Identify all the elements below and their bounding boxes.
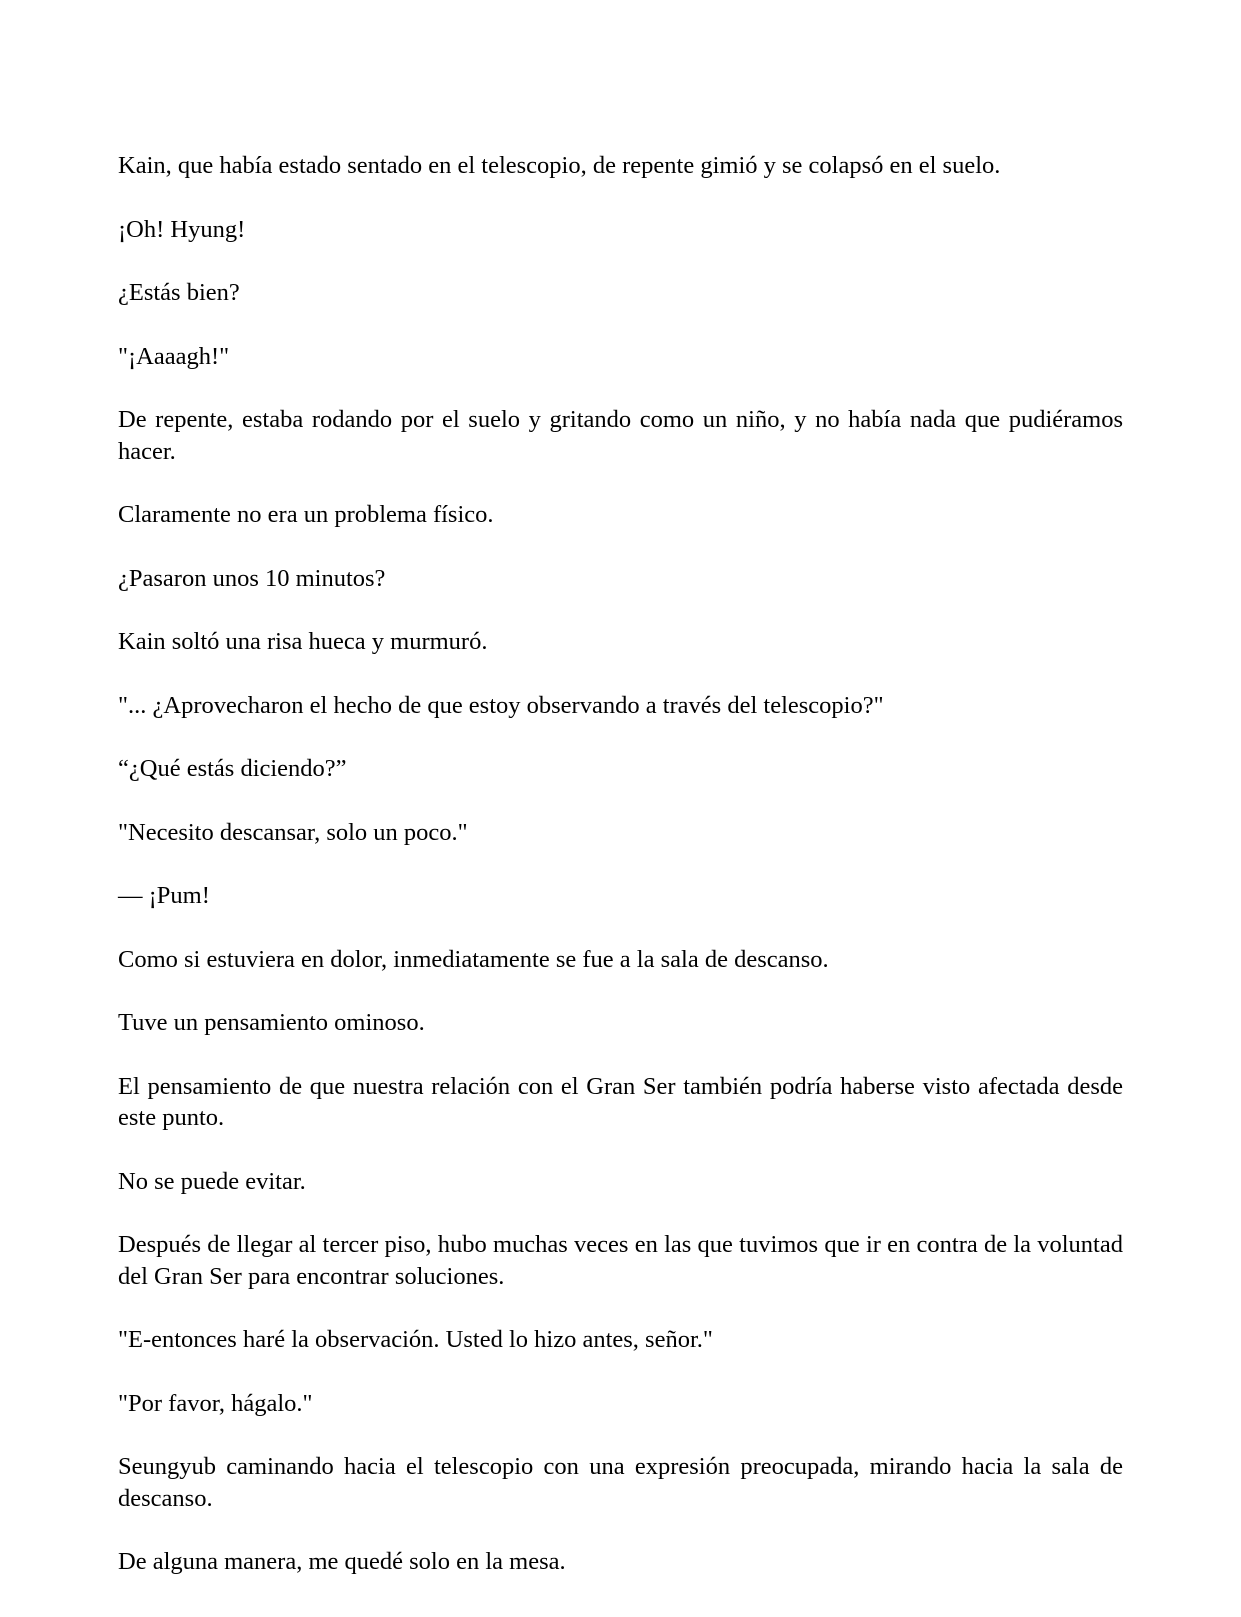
paragraph-2: ¡Oh! Hyung! — [118, 215, 246, 243]
paragraph-17: Después de llegar al tercer piso, hubo muchas veces en las que tuvimos que ir en contra de la voluntad del Gran Ser para encontrar soluciones. — [118, 1231, 1123, 1290]
paragraph-7: ¿Pasaron unos 10 minutos? — [118, 564, 386, 592]
paragraph-19: "Por favor, hágalo." — [118, 1389, 313, 1417]
paragraph-20: Seungyub caminando hacia el telescopio con una expresión preocupada, mirando hacia la sala de descanso. — [118, 1453, 1123, 1512]
paragraph-21: De alguna manera, me quedé solo en la mesa. — [118, 1548, 566, 1575]
paragraph-3: ¿Estás bien? — [118, 279, 240, 306]
paragraph-9: "... ¿Aprovecharon el hecho de que estoy observando a través del telescopio?" — [118, 691, 884, 719]
paragraph-8: Kain soltó una risa hueca y murmuró. — [118, 628, 488, 655]
paragraph-11: "Necesito descansar, solo un poco." — [118, 818, 468, 846]
paragraph-5: De repente, estaba rodando por el suelo y gritando como un niño, y no había nada que pudiéramos hacer. — [118, 406, 1123, 465]
paragraph-18: "E-entonces haré la observación. Usted lo hizo antes, señor." — [118, 1326, 713, 1353]
paragraph-6: Claramente no era un problema físico. — [118, 501, 494, 528]
paragraph-15: El pensamiento de que nuestra relación con el Gran Ser también podría haberse visto afectada desde este punto. — [118, 1072, 1123, 1131]
paragraph-10: “¿Qué estás diciendo?” — [118, 755, 347, 782]
paragraph-16: No se puede evitar. — [118, 1167, 306, 1195]
paragraph-14: Tuve un pensamiento ominoso. — [118, 1009, 425, 1036]
paragraph-13: Como si estuviera en dolor, inmediatamente se fue a la sala de descanso. — [118, 945, 829, 973]
document-page — [118, 150, 1123, 1610]
paragraph-12: — ¡Pum! — [118, 882, 210, 909]
paragraph-1: Kain, que había estado sentado en el telescopio, de repente gimió y se colapsó en el suelo. — [118, 152, 1001, 179]
paragraph-4: "¡Aaaagh!" — [118, 342, 230, 370]
